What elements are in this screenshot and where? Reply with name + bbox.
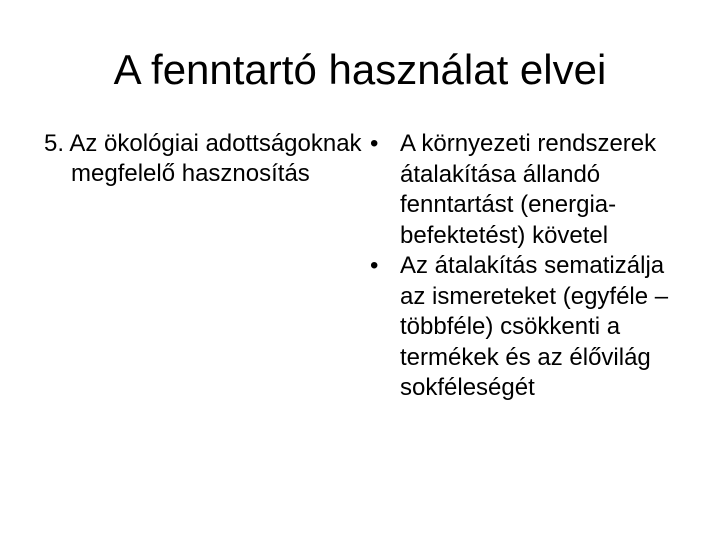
left-paragraph: 5. Az ökológiai adottságoknak megfelelő hasznosítás — [44, 130, 362, 187]
bullet-text: A környezeti rendszerek átalakítása állandó fenntartást (energia-befektetést) követel — [400, 130, 657, 249]
bullet-list — [370, 129, 685, 404]
bullet-text: Az átalakítás sematizálja az ismereteket (egyféle – többféle) csökkenti a termékek és az élővilág sokféleségét — [400, 252, 669, 401]
bullet-item — [370, 251, 685, 404]
bullet-icon: • — [370, 130, 379, 157]
left-text-block — [44, 129, 364, 189]
bullet-icon: • — [370, 252, 379, 279]
bullet-list-block — [370, 129, 685, 404]
slide-title: A fenntartó használat elvei — [113, 46, 607, 93]
bullet-item — [370, 129, 685, 251]
